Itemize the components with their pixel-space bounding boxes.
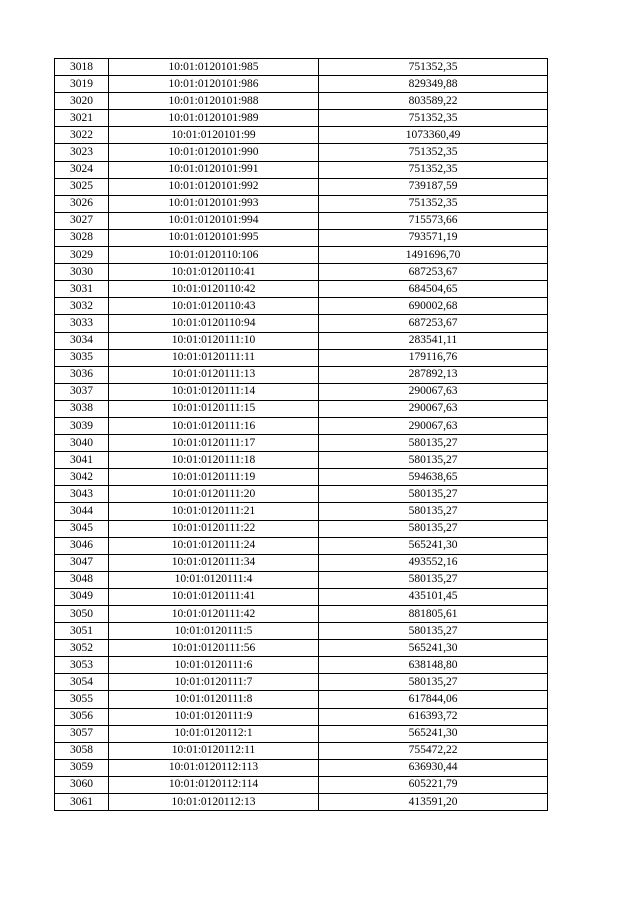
table-row: [55, 349, 548, 366]
cadastral-number-cell: 10:01:0120111:10: [109, 332, 319, 349]
value-cell: 290067,63: [319, 400, 548, 417]
table-row: [55, 725, 548, 742]
cadastral-number-cell: 10:01:0120111:9: [109, 708, 319, 725]
value-cell: 580135,27: [319, 623, 548, 640]
value-cell: 881805,61: [319, 606, 548, 623]
table-row: [55, 537, 548, 554]
cadastral-number-cell: 10:01:0120112:114: [109, 776, 319, 793]
row-number-cell: 3048: [55, 571, 109, 588]
row-number-cell: 3060: [55, 776, 109, 793]
row-number-cell: 3058: [55, 742, 109, 759]
cadastral-number-cell: 10:01:0120110:43: [109, 298, 319, 315]
table-row: [55, 520, 548, 537]
row-number-cell: 3039: [55, 417, 109, 434]
value-cell: 690002,68: [319, 298, 548, 315]
cadastral-number-cell: 10:01:0120101:993: [109, 195, 319, 212]
value-cell: 715573,66: [319, 212, 548, 229]
value-cell: 793571,19: [319, 229, 548, 246]
cadastral-number-cell: 10:01:0120111:21: [109, 503, 319, 520]
row-number-cell: 3021: [55, 110, 109, 127]
value-cell: 636930,44: [319, 759, 548, 776]
value-cell: 283541,11: [319, 332, 548, 349]
value-cell: 580135,27: [319, 435, 548, 452]
value-cell: 751352,35: [319, 59, 548, 76]
row-number-cell: 3026: [55, 195, 109, 212]
value-cell: 1073360,49: [319, 127, 548, 144]
value-cell: 755472,22: [319, 742, 548, 759]
cadastral-number-cell: 10:01:0120111:34: [109, 554, 319, 571]
table-row: [55, 623, 548, 640]
cadastral-number-cell: 10:01:0120111:42: [109, 606, 319, 623]
cadastral-number-cell: 10:01:0120110:106: [109, 247, 319, 264]
cadastral-number-cell: 10:01:0120111:24: [109, 537, 319, 554]
table-row: [55, 76, 548, 93]
value-cell: 638148,80: [319, 657, 548, 674]
value-cell: 580135,27: [319, 503, 548, 520]
cadastral-number-cell: 10:01:0120111:20: [109, 486, 319, 503]
cadastral-number-cell: 10:01:0120111:56: [109, 640, 319, 657]
table-row: [55, 435, 548, 452]
row-number-cell: 3027: [55, 212, 109, 229]
value-cell: 605221,79: [319, 776, 548, 793]
value-cell: 616393,72: [319, 708, 548, 725]
row-number-cell: 3056: [55, 708, 109, 725]
cadastral-number-cell: 10:01:0120111:22: [109, 520, 319, 537]
cadastral-number-cell: 10:01:0120101:994: [109, 212, 319, 229]
row-number-cell: 3035: [55, 349, 109, 366]
value-cell: 617844,06: [319, 691, 548, 708]
cadastral-number-cell: 10:01:0120111:5: [109, 623, 319, 640]
table-row: [55, 178, 548, 195]
cadastral-number-cell: 10:01:0120101:992: [109, 178, 319, 195]
cadastral-number-cell: 10:01:0120111:16: [109, 417, 319, 434]
cadastral-number-cell: 10:01:0120101:986: [109, 76, 319, 93]
row-number-cell: 3031: [55, 281, 109, 298]
table-row: [55, 486, 548, 503]
row-number-cell: 3018: [55, 59, 109, 76]
table-row: [55, 640, 548, 657]
cadastral-number-cell: 10:01:0120111:18: [109, 452, 319, 469]
row-number-cell: 3057: [55, 725, 109, 742]
value-cell: 751352,35: [319, 195, 548, 212]
value-cell: 687253,67: [319, 264, 548, 281]
value-cell: 580135,27: [319, 452, 548, 469]
table-row: [55, 332, 548, 349]
cadastral-number-cell: 10:01:0120111:8: [109, 691, 319, 708]
cadastral-number-cell: 10:01:0120112:13: [109, 794, 319, 811]
value-cell: 493552,16: [319, 554, 548, 571]
cadastral-number-cell: 10:01:0120111:14: [109, 383, 319, 400]
table-row: [55, 93, 548, 110]
cadastral-number-cell: 10:01:0120101:988: [109, 93, 319, 110]
table-row: [55, 400, 548, 417]
row-number-cell: 3033: [55, 315, 109, 332]
cadastral-number-cell: 10:01:0120101:991: [109, 161, 319, 178]
value-cell: 684504,65: [319, 281, 548, 298]
row-number-cell: 3024: [55, 161, 109, 178]
cadastral-number-cell: 10:01:0120111:41: [109, 588, 319, 605]
table-row: [55, 794, 548, 811]
cadastral-number-cell: 10:01:0120101:99: [109, 127, 319, 144]
cadastral-number-cell: 10:01:0120112:113: [109, 759, 319, 776]
cadastral-number-cell: 10:01:0120110:94: [109, 315, 319, 332]
value-cell: 565241,30: [319, 640, 548, 657]
table-row: [55, 212, 548, 229]
row-number-cell: 3041: [55, 452, 109, 469]
cadastral-number-cell: 10:01:0120101:990: [109, 144, 319, 161]
row-number-cell: 3025: [55, 178, 109, 195]
row-number-cell: 3036: [55, 366, 109, 383]
row-number-cell: 3029: [55, 247, 109, 264]
row-number-cell: 3059: [55, 759, 109, 776]
value-cell: 565241,30: [319, 725, 548, 742]
row-number-cell: 3044: [55, 503, 109, 520]
row-number-cell: 3051: [55, 623, 109, 640]
cadastral-number-cell: 10:01:0120111:4: [109, 571, 319, 588]
cadastral-number-cell: 10:01:0120111:17: [109, 435, 319, 452]
table-row: [55, 708, 548, 725]
row-number-cell: 3055: [55, 691, 109, 708]
table-row: [55, 366, 548, 383]
value-cell: 179116,76: [319, 349, 548, 366]
cadastral-number-cell: 10:01:0120110:42: [109, 281, 319, 298]
row-number-cell: 3043: [55, 486, 109, 503]
cadastral-number-cell: 10:01:0120101:989: [109, 110, 319, 127]
row-number-cell: 3030: [55, 264, 109, 281]
row-number-cell: 3023: [55, 144, 109, 161]
value-cell: 580135,27: [319, 520, 548, 537]
table-row: [55, 554, 548, 571]
table-row: [55, 469, 548, 486]
table-row: [55, 229, 548, 246]
table-row: [55, 264, 548, 281]
cadastral-number-cell: 10:01:0120101:995: [109, 229, 319, 246]
cadastral-number-cell: 10:01:0120112:11: [109, 742, 319, 759]
row-number-cell: 3050: [55, 606, 109, 623]
value-cell: 413591,20: [319, 794, 548, 811]
row-number-cell: 3045: [55, 520, 109, 537]
row-number-cell: 3047: [55, 554, 109, 571]
value-cell: 580135,27: [319, 674, 548, 691]
value-cell: 594638,65: [319, 469, 548, 486]
row-number-cell: 3054: [55, 674, 109, 691]
row-number-cell: 3038: [55, 400, 109, 417]
table-row: [55, 127, 548, 144]
value-cell: 287892,13: [319, 366, 548, 383]
table-row: [55, 281, 548, 298]
value-cell: 803589,22: [319, 93, 548, 110]
cadastral-number-cell: 10:01:0120111:19: [109, 469, 319, 486]
table-row: [55, 195, 548, 212]
table-row: [55, 144, 548, 161]
table-row: [55, 759, 548, 776]
cadastral-number-cell: 10:01:0120111:7: [109, 674, 319, 691]
table-row: [55, 571, 548, 588]
table-row: [55, 110, 548, 127]
table-row: [55, 674, 548, 691]
row-number-cell: 3040: [55, 435, 109, 452]
cadastral-table: [54, 58, 548, 811]
table-row: [55, 606, 548, 623]
value-cell: 751352,35: [319, 161, 548, 178]
value-cell: 1491696,70: [319, 247, 548, 264]
value-cell: 290067,63: [319, 383, 548, 400]
row-number-cell: 3022: [55, 127, 109, 144]
value-cell: 751352,35: [319, 110, 548, 127]
cadastral-number-cell: 10:01:0120112:1: [109, 725, 319, 742]
row-number-cell: 3046: [55, 537, 109, 554]
value-cell: 687253,67: [319, 315, 548, 332]
table-row: [55, 383, 548, 400]
table-row: [55, 657, 548, 674]
value-cell: 580135,27: [319, 571, 548, 588]
value-cell: 829349,88: [319, 76, 548, 93]
row-number-cell: 3053: [55, 657, 109, 674]
table-row: [55, 298, 548, 315]
row-number-cell: 3034: [55, 332, 109, 349]
table-row: [55, 503, 548, 520]
row-number-cell: 3020: [55, 93, 109, 110]
row-number-cell: 3019: [55, 76, 109, 93]
row-number-cell: 3037: [55, 383, 109, 400]
cadastral-number-cell: 10:01:0120110:41: [109, 264, 319, 281]
value-cell: 290067,63: [319, 417, 548, 434]
table-row: [55, 315, 548, 332]
table-row: [55, 588, 548, 605]
row-number-cell: 3028: [55, 229, 109, 246]
cadastral-number-cell: 10:01:0120111:13: [109, 366, 319, 383]
table-row: [55, 452, 548, 469]
value-cell: 751352,35: [319, 144, 548, 161]
cadastral-number-cell: 10:01:0120111:11: [109, 349, 319, 366]
value-cell: 435101,45: [319, 588, 548, 605]
row-number-cell: 3061: [55, 794, 109, 811]
value-cell: 580135,27: [319, 486, 548, 503]
cadastral-number-cell: 10:01:0120111:6: [109, 657, 319, 674]
table-row: [55, 691, 548, 708]
cadastral-number-cell: 10:01:0120111:15: [109, 400, 319, 417]
table-body: [55, 59, 548, 811]
value-cell: 565241,30: [319, 537, 548, 554]
table-row: [55, 776, 548, 793]
row-number-cell: 3042: [55, 469, 109, 486]
value-cell: 739187,59: [319, 178, 548, 195]
row-number-cell: 3049: [55, 588, 109, 605]
table-row: [55, 247, 548, 264]
table-row: [55, 742, 548, 759]
row-number-cell: 3052: [55, 640, 109, 657]
table-row: [55, 59, 548, 76]
cadastral-number-cell: 10:01:0120101:985: [109, 59, 319, 76]
row-number-cell: 3032: [55, 298, 109, 315]
table-row: [55, 417, 548, 434]
table-row: [55, 161, 548, 178]
